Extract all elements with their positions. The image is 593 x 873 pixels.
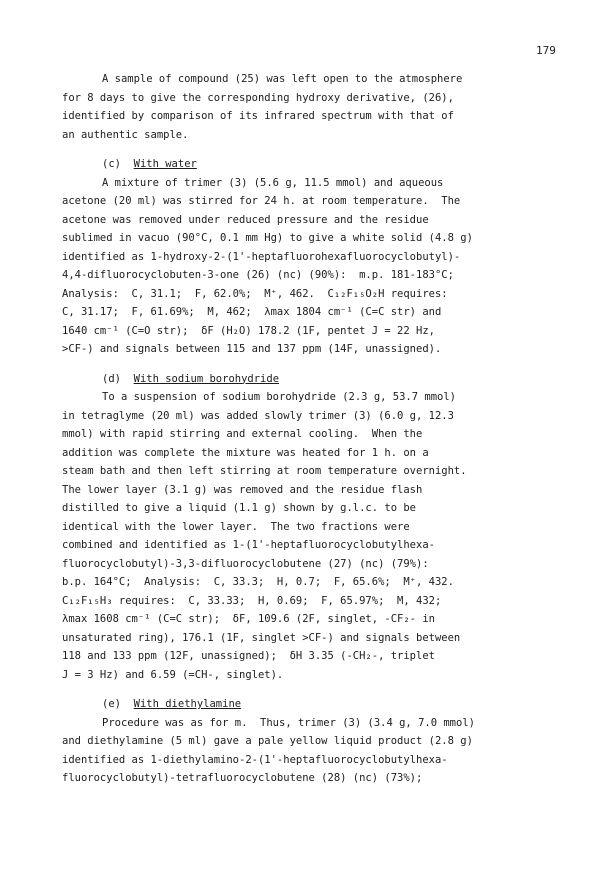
- text-line: 1640 cm⁻¹ (C=O str); δF (H₂O) 178.2 (1F, pentet J = 22 Hz,: [62, 324, 435, 337]
- text-line: for 8 days to give the corresponding hydroxy derivative, (26),: [62, 91, 454, 104]
- text-line: acetone (20 ml) was stirred for 24 h. at room temperature. The: [62, 195, 461, 207]
- text-line: b.p. 164°C; Analysis: C, 33.3; H, 0.7; F, 65.6%; M⁺, 432.: [62, 576, 454, 588]
- text-line: C, 31.17; F, 61.69%; M, 462; λmax 1804 cm⁻¹ (C=C str) and: [62, 306, 442, 318]
- text-line: identified as 1-hydroxy-2-(1'-heptafluorohexafluorocyclobutyl)-: [62, 250, 461, 263]
- section-title: With sodium borohydride: [133, 372, 280, 385]
- text-line: distilled to give a liquid (1.1 g) shown by g.l.c. to be: [62, 502, 417, 514]
- text-line: λmax 1608 cm⁻¹ (C=C str); δF, 109.6 (2F, singlet, -CF₂- in: [62, 613, 435, 625]
- text-line: an authentic sample.: [62, 128, 189, 141]
- section-with-diethylamine: [62, 695, 562, 788]
- text-line: fluorocyclobutyl)-3,3-difluorocyclobutene (27) (nc) (79%):: [62, 557, 429, 570]
- section-heading: [62, 370, 562, 389]
- text-line: C₁₂F₁₅H₃ requires: C, 33.33; H, 0.69; F, 65.97%; M, 432;: [62, 594, 442, 607]
- text-line: mmol) with rapid stirring and external cooling. When the: [62, 428, 423, 440]
- text-line: identical with the lower layer. The two fractions were: [62, 520, 410, 533]
- text-line: acetone was removed under reduced pressure and the residue: [62, 213, 429, 226]
- section-title: With diethylamine: [133, 698, 242, 710]
- text-line: addition was complete the mixture was heated for 1 h. on a: [62, 446, 429, 459]
- text-line: identified by comparison of its infrared spectrum with that of: [62, 110, 454, 122]
- text-line: A mixture of trimer (3) (5.6 g, 11.5 mmol) and aqueous: [102, 176, 444, 189]
- text-line: 4,4-difluorocyclobuten-3-one (26) (nc) (90%): m.p. 181-183°C;: [62, 269, 454, 281]
- section-label: (e): [102, 698, 121, 710]
- text-line: sublimed in vacuo (90°C, 0.1 mm Hg) to give a white solid (4.8 g): [62, 232, 473, 244]
- text-line: A sample of compound (25) was left open to the atmosphere: [102, 73, 463, 85]
- body-text: [62, 70, 562, 788]
- text-line: 118 and 133 ppm (12F, unassigned); δH 3.35 (-CH₂-, triplet: [62, 650, 435, 662]
- section-title: With water: [133, 158, 197, 170]
- section-with-sodium-borohydride: [62, 370, 562, 685]
- section-with-water: [62, 155, 562, 359]
- text-line: steam bath and then left stirring at room temperature overnight.: [62, 465, 467, 477]
- text-line: To a suspension of sodium borohydride (2.3 g, 53.7 mmol): [102, 391, 457, 403]
- page-number: 179: [536, 44, 556, 57]
- section-heading: [62, 155, 562, 174]
- text-line: identified as 1-diethylamino-2-(1'-heptafluorocyclobutylhexa-: [62, 753, 448, 766]
- text-line: >CF-) and signals between 115 and 137 ppm (14F, unassigned).: [62, 343, 442, 355]
- section-label: (c): [102, 158, 121, 170]
- section-label: (d): [102, 372, 121, 385]
- text-line: in tetraglyme (20 ml) was added slowly trimer (3) (6.0 g, 12.3: [62, 409, 454, 422]
- text-line: unsaturated ring), 176.1 (1F, singlet >CF-) and signals between: [62, 631, 461, 644]
- text-line: J = 3 Hz) and 6.59 (=CH-, singlet).: [62, 668, 284, 681]
- section-heading: [62, 695, 562, 714]
- text-line: Procedure was as for m. Thus, trimer (3) (3.4 g, 7.0 mmol): [102, 716, 475, 729]
- paragraph-sample-25: [62, 70, 562, 144]
- text-line: fluorocyclobutyl)-tetrafluorocyclobutene (28) (nc) (73%);: [62, 772, 423, 784]
- text-line: and diethylamine (5 ml) gave a pale yellow liquid product (2.8 g): [62, 735, 473, 747]
- text-line: The lower layer (3.1 g) was removed and the residue flash: [62, 483, 423, 496]
- text-line: combined and identified as 1-(1'-heptafluorocyclobutylhexa-: [62, 539, 435, 551]
- text-line: Analysis: C, 31.1; F, 62.0%; M⁺, 462. C₁₂F₁₅O₂H requires:: [62, 287, 448, 300]
